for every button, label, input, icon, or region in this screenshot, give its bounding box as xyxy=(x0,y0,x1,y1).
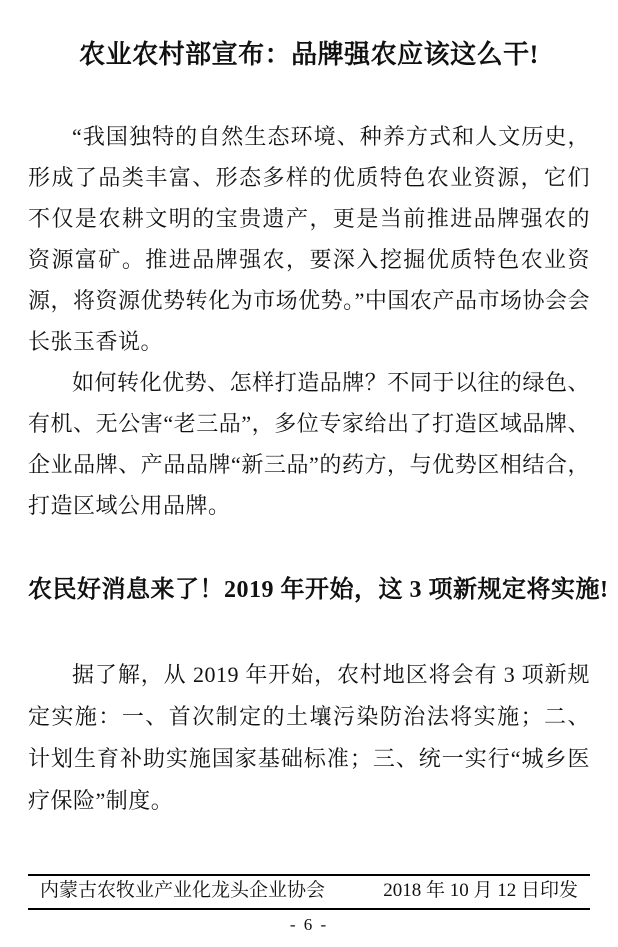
page-number: - 6 - xyxy=(289,915,329,934)
article-title-new-regulations: 农民好消息来了！2019 年开始，这 3 项新规定将实施! xyxy=(28,577,609,603)
footer-issuer: 内蒙古农牧业产业化龙头企业协会 xyxy=(40,880,326,901)
article-body-new-regulations xyxy=(28,654,590,822)
paragraph: “我国独特的自然生态环境、种养方式和人文历史，形成了品类丰富、形态多样的优质特色农业资源，它们不仅是农耕文明的宝贵遗产，更是当前推进品牌强农的资源富矿。推进品牌强农，要深入挖掘优质特色农业资源，将资源优势转化为市场优势。”中国农产品市场协会会长张玉香说。 xyxy=(28,124,590,354)
article-body-brand-agriculture xyxy=(28,116,590,526)
paragraph: 据了解，从 2019 年开始，农村地区将会有 3 项新规定实施：一、首次制定的土壤污染防治法将实施；二、计划生育补助实施国家基础标准；三、统一实行“城乡医疗保险”制度。 xyxy=(28,662,590,813)
article-title-brand-agriculture: 农业农村部宣布：品牌强农应该这么干! xyxy=(79,40,539,69)
footer-colophon xyxy=(28,874,590,910)
paragraph: 如何转化优势、怎样打造品牌？不同于以往的绿色、有机、无公害“老三品”，多位专家给出了打造区域品牌、企业品牌、产品品牌“新三品”的药方，与优势区相结合，打造区域公用品牌。 xyxy=(28,370,590,518)
footer-print-date: 2018 年 10 月 12 日印发 xyxy=(383,880,578,901)
